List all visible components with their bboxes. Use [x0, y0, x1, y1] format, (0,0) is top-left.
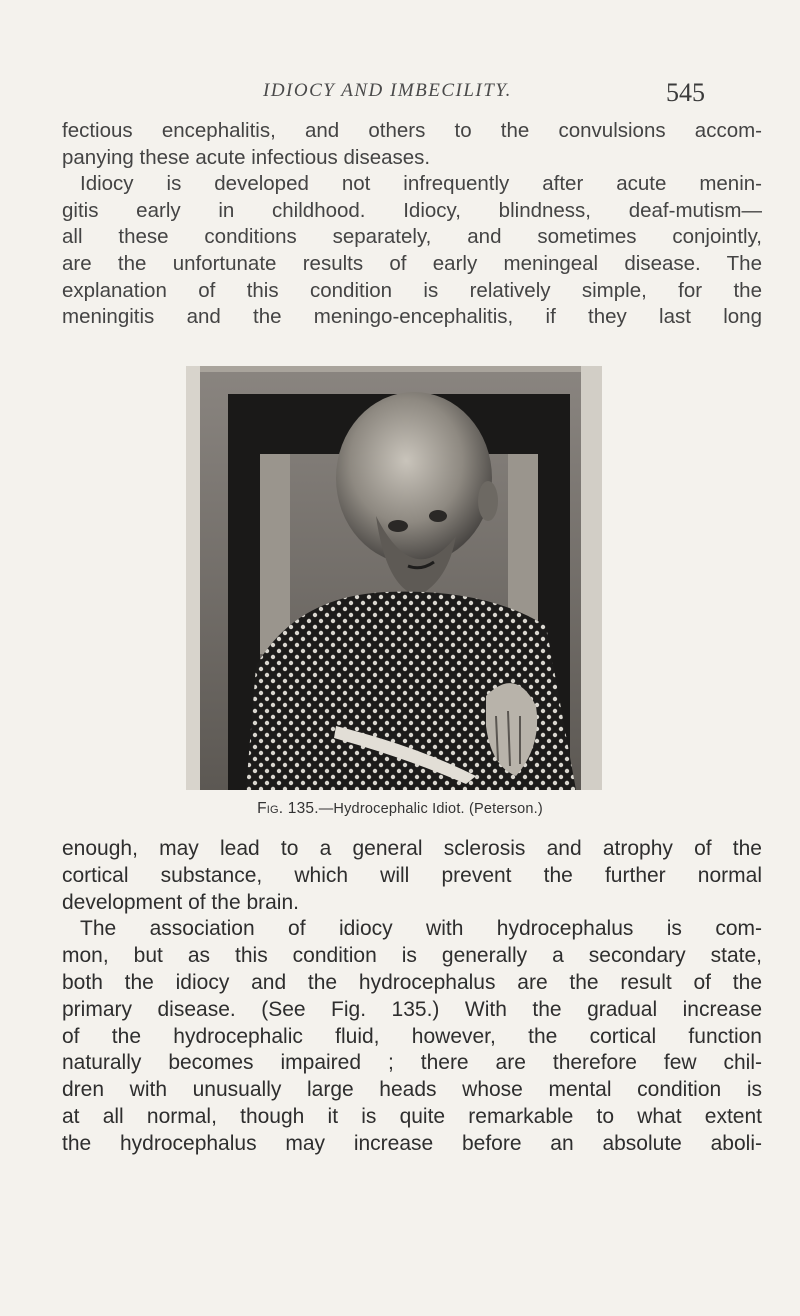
text-line: meningitis and the meningo-encephalitis, if they last long [62, 305, 762, 329]
text-line: are the unfortunate results of early meningeal disease. The [62, 251, 762, 275]
text-line: development of the brain. [62, 890, 299, 914]
paragraph-top [62, 118, 762, 331]
text-line: at all normal, though it is quite remarkable to what extent [62, 1104, 762, 1128]
figure-label: Fig. 135. [257, 800, 319, 817]
text-line: explanation of this condition is relatively simple, for the [62, 278, 762, 302]
text-line: of the hydrocephalic fluid, however, the cortical function [62, 1024, 762, 1048]
text-line: mon, but as this condition is generally a secondary state, [62, 944, 762, 968]
text-line: Idiocy is developed not infrequently after acute menin- [80, 172, 762, 196]
hydrocephalic-child-photo [186, 366, 602, 790]
paragraph-bottom [62, 836, 762, 1158]
text-line: dren with unusually large heads whose mental condition is [62, 1078, 762, 1102]
text-line: primary disease. (See Fig. 135.) With the gradual increase [62, 997, 762, 1021]
figure-caption-text: —Hydrocephalic Idiot. (Peterson.) [318, 801, 543, 817]
text-line: cortical substance, which will prevent the further normal [62, 863, 762, 887]
figure-caption [0, 800, 800, 818]
text-line: fectious encephalitis, and others to the convulsions accom- [62, 119, 762, 142]
figure-photograph [186, 366, 602, 790]
text-line: naturally becomes impaired ; there are therefore few chil- [62, 1051, 762, 1075]
text-line: The association of idiocy with hydrocephalus is com- [80, 917, 762, 941]
text-line: all these conditions separately, and sometimes conjointly, [62, 225, 762, 249]
text-line: enough, may lead to a general sclerosis and atrophy of the [62, 837, 762, 860]
text-line: panying these acute infectious diseases. [62, 145, 431, 169]
text-line: the hydrocephalus may increase before an absolute aboli- [62, 1131, 762, 1155]
running-head [0, 76, 800, 106]
text-line: gitis early in childhood. Idiocy, blindness, deaf-mutism— [62, 198, 762, 222]
running-title: IDIOCY AND IMBECILITY. [263, 80, 512, 101]
page-number: 545 [666, 78, 705, 107]
text-line: both the idiocy and the hydrocephalus are the result of the [62, 970, 762, 994]
